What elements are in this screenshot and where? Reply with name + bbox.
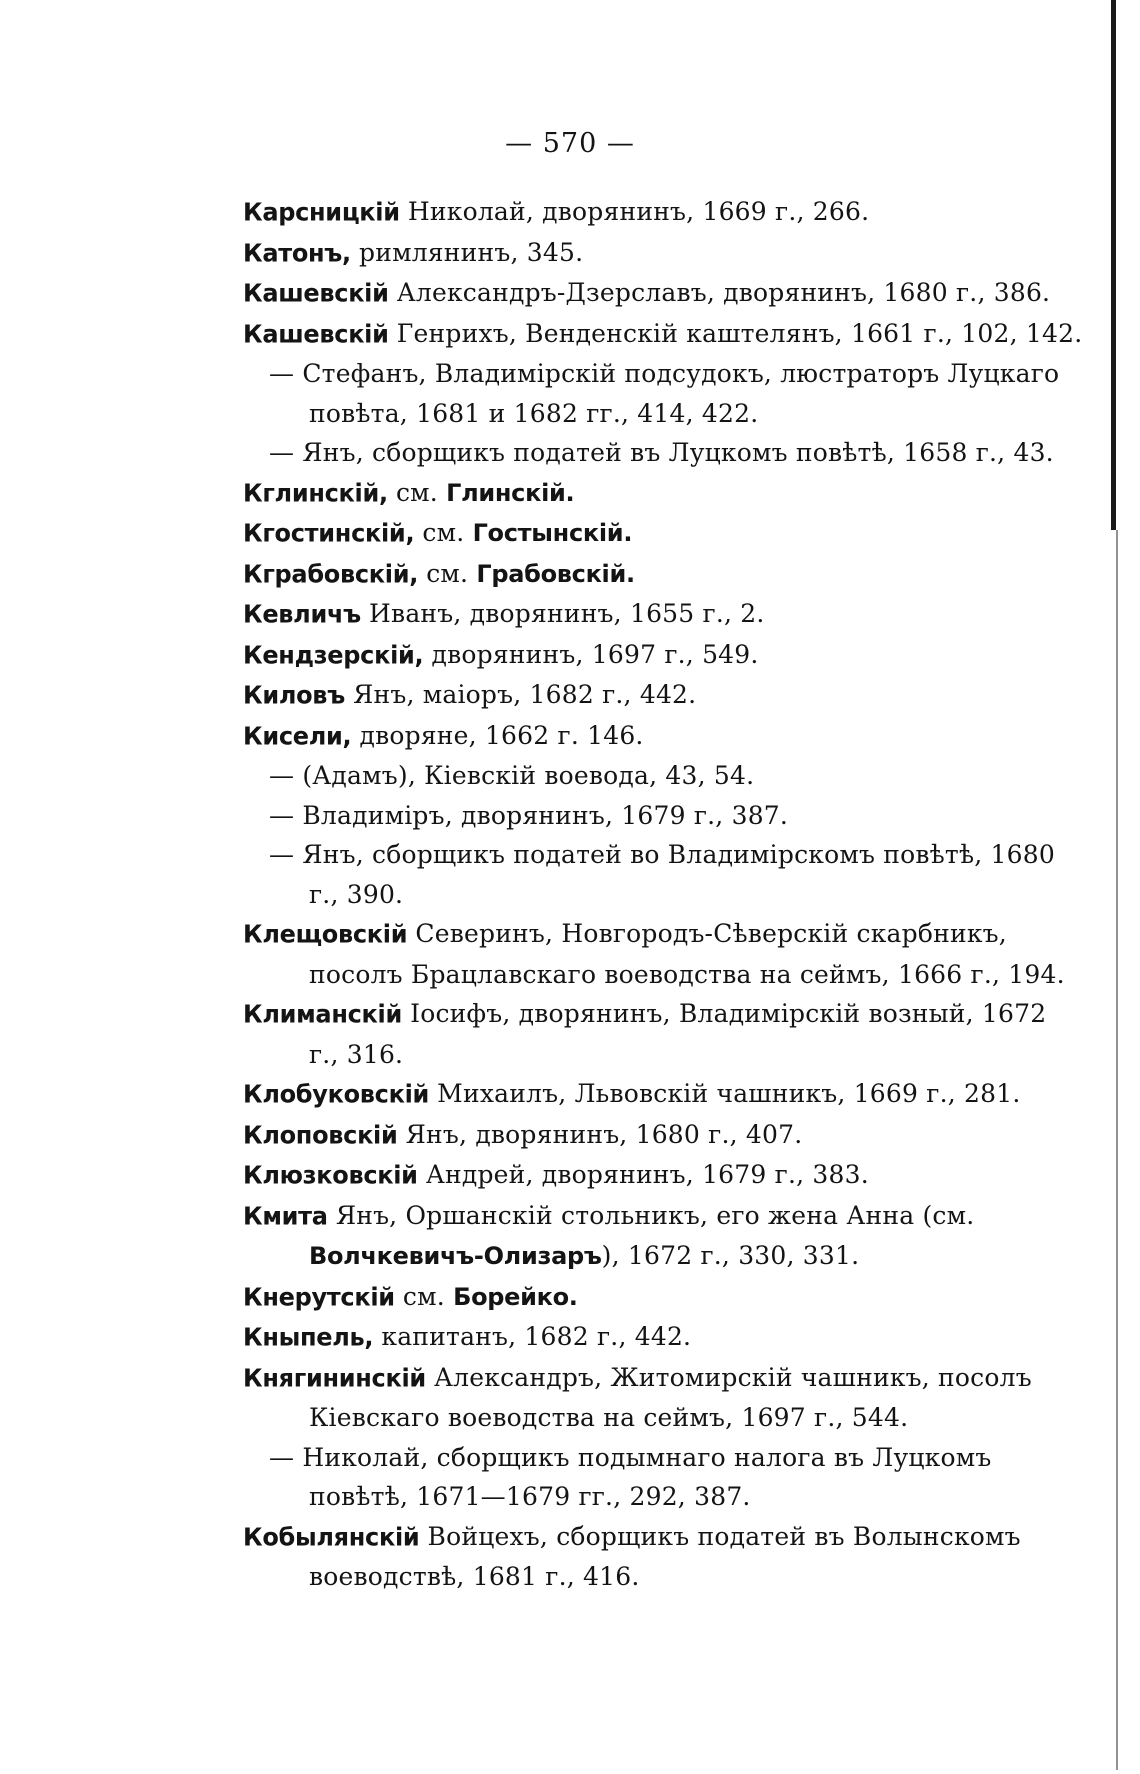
page-number: — 570 —: [505, 128, 635, 159]
entry-headword: Клобуковскій: [243, 1079, 430, 1109]
index-entry: [243, 513, 1083, 554]
entry-text: см.: [418, 558, 477, 588]
entry-text: Іосифъ, дворянинъ, Владимірскій возный, 1672 г., 316.: [309, 999, 1047, 1069]
entry-headword: Кевличъ: [243, 599, 361, 629]
index-entry: [243, 1317, 1083, 1358]
index-entry: [243, 635, 1083, 676]
index-entry: [243, 1277, 1083, 1318]
entry-headword: Кнерутскій: [243, 1281, 395, 1312]
entry-cross-reference: Борейко.: [453, 1282, 578, 1311]
index-subentry: [243, 354, 1083, 433]
index-subentry: [243, 756, 1083, 796]
index-entry: [243, 1517, 1083, 1597]
entry-text: Михаилъ, Львовскій чашникъ, 1669 г., 281.: [429, 1079, 1021, 1108]
entry-text: Александръ, Житомирскій чашникъ, посолъ Кіевскаго воеводства на сеймъ, 1697 г., 544.: [309, 1362, 1032, 1432]
entry-text: см.: [394, 1281, 454, 1311]
entry-text: Иванъ, дворянинъ, 1655 г., 2.: [360, 599, 765, 628]
entry-cross-reference: Грабовскій.: [476, 559, 635, 588]
index-subentry: [243, 433, 1083, 473]
entry-text: (Адамъ), Кіевскій воевода, 43, 54.: [294, 761, 755, 790]
entry-dash: —: [269, 359, 295, 388]
index-entry: [243, 473, 1083, 514]
entry-text: Янъ, Оршанскій стольникъ, его жена Анна (см.: [327, 1200, 975, 1230]
entry-headword: Княгининскій: [243, 1362, 426, 1393]
entry-text: капитанъ, 1682 г., 442.: [373, 1322, 692, 1351]
index-entry: [243, 994, 1083, 1074]
entry-headword: Кмита: [243, 1200, 328, 1231]
entry-text: Войцехъ, сборщикъ податей въ Волынскомъ воеводствѣ, 1681 г., 416.: [309, 1521, 1021, 1591]
index-entry: [243, 594, 1083, 635]
entry-headword: Клещовскій: [243, 919, 408, 949]
index-entry: [243, 1155, 1083, 1196]
entry-text: Стефанъ, Владимірскій подсудокъ, люстраторъ Луцкаго повѣта, 1681 и 1682 гг., 414, 422.: [294, 359, 1060, 428]
entry-headword: Кобылянскій: [243, 1521, 420, 1552]
index-entries: [243, 192, 1083, 1597]
index-entry: [243, 675, 1083, 716]
index-entry: [243, 1196, 1083, 1277]
entry-dash: —: [269, 761, 295, 790]
entry-text: римлянинъ, 345.: [350, 237, 584, 267]
entry-text: Владиміръ, дворянинъ, 1679 г., 387.: [294, 800, 789, 830]
index-entry: [243, 716, 1083, 757]
entry-headword: Кендзерскій,: [243, 639, 424, 670]
entry-text: Северинъ, Новгородъ-Сѣверскій скарбникъ, посолъ Брацлавскаго воеводства на сеймъ, 1666 г., 194.: [309, 919, 1065, 989]
index-entry: [243, 233, 1083, 274]
entry-text: дворянинъ, 1697 г., 549.: [423, 639, 759, 669]
entry-headword: Кграбовскій,: [243, 558, 419, 589]
entry-text: Янъ, дворянинъ, 1680 г., 407.: [397, 1119, 803, 1149]
entry-headword: Кашевскій: [243, 318, 389, 349]
entry-dash: —: [269, 1442, 295, 1472]
entry-cross-reference: Гостынскій.: [472, 519, 633, 547]
index-subentry: [243, 835, 1083, 914]
entry-text: Янъ, сборщикъ податей во Владимірскомъ повѣтѣ, 1680 г., 390.: [294, 840, 1055, 909]
index-subentry: [243, 796, 1083, 836]
entry-headword: Клоповскій: [243, 1119, 398, 1150]
index-entry: [243, 314, 1083, 355]
entry-text: Николай, сборщикъ подымнаго налога въ Луцкомъ повѣтѣ, 1671—1679 гг., 292, 387.: [294, 1442, 992, 1511]
entry-cross-reference: Волчкевичъ-Олизаръ: [309, 1242, 602, 1270]
entry-headword: Кисели,: [243, 720, 352, 751]
entry-text: Андрей, дворянинъ, 1679 г., 383.: [417, 1160, 869, 1189]
page-edge-line: [1111, 0, 1116, 530]
entry-headword: Катонъ,: [243, 237, 351, 268]
entry-dash: —: [269, 800, 295, 830]
entry-headword: Кглинскій,: [243, 477, 388, 508]
entry-headword: Кашевскій: [243, 278, 389, 308]
index-entry: [243, 1115, 1083, 1156]
index-entry: [243, 1358, 1083, 1438]
entry-headword: Клюзковскій: [243, 1160, 418, 1190]
entry-text: Генрихъ, Венденскій каштелянъ, 1661 г., 102, 142.: [388, 318, 1083, 348]
entry-dash: —: [269, 840, 295, 869]
entry-headword: Киловъ: [243, 680, 345, 710]
entry-headword: Карсницкій: [243, 197, 400, 227]
entry-text: см.: [387, 477, 447, 507]
entry-text-tail: ), 1672 г., 330, 331.: [601, 1241, 860, 1270]
entry-text: Янъ, сборщикъ податей въ Луцкомъ повѣтѣ, 1658 г., 43.: [294, 438, 1054, 467]
index-entry: [243, 914, 1083, 994]
page-edge-line-lower: [1116, 530, 1118, 1770]
entry-dash: —: [269, 438, 295, 467]
entry-text: дворяне, 1662 г. 146.: [351, 720, 644, 750]
entry-text: см.: [414, 518, 473, 547]
index-entry: [243, 192, 1083, 233]
index-entry: [243, 1074, 1083, 1115]
entry-headword: Кныпель,: [243, 1322, 374, 1352]
entry-headword: Кгостинскій,: [243, 518, 415, 548]
entry-text: Николай, дворянинъ, 1669 г., 266.: [399, 197, 870, 226]
entry-cross-reference: Глинскій.: [446, 478, 575, 507]
entry-headword: Климанскій: [243, 999, 402, 1029]
entry-text: Янъ, маіоръ, 1682 г., 442.: [344, 680, 697, 709]
index-subentry: [243, 1438, 1083, 1517]
index-entry: [243, 273, 1083, 314]
index-entry: [243, 554, 1083, 595]
entry-text: Александръ-Дзерславъ, дворянинъ, 1680 г., 386.: [388, 278, 1051, 307]
